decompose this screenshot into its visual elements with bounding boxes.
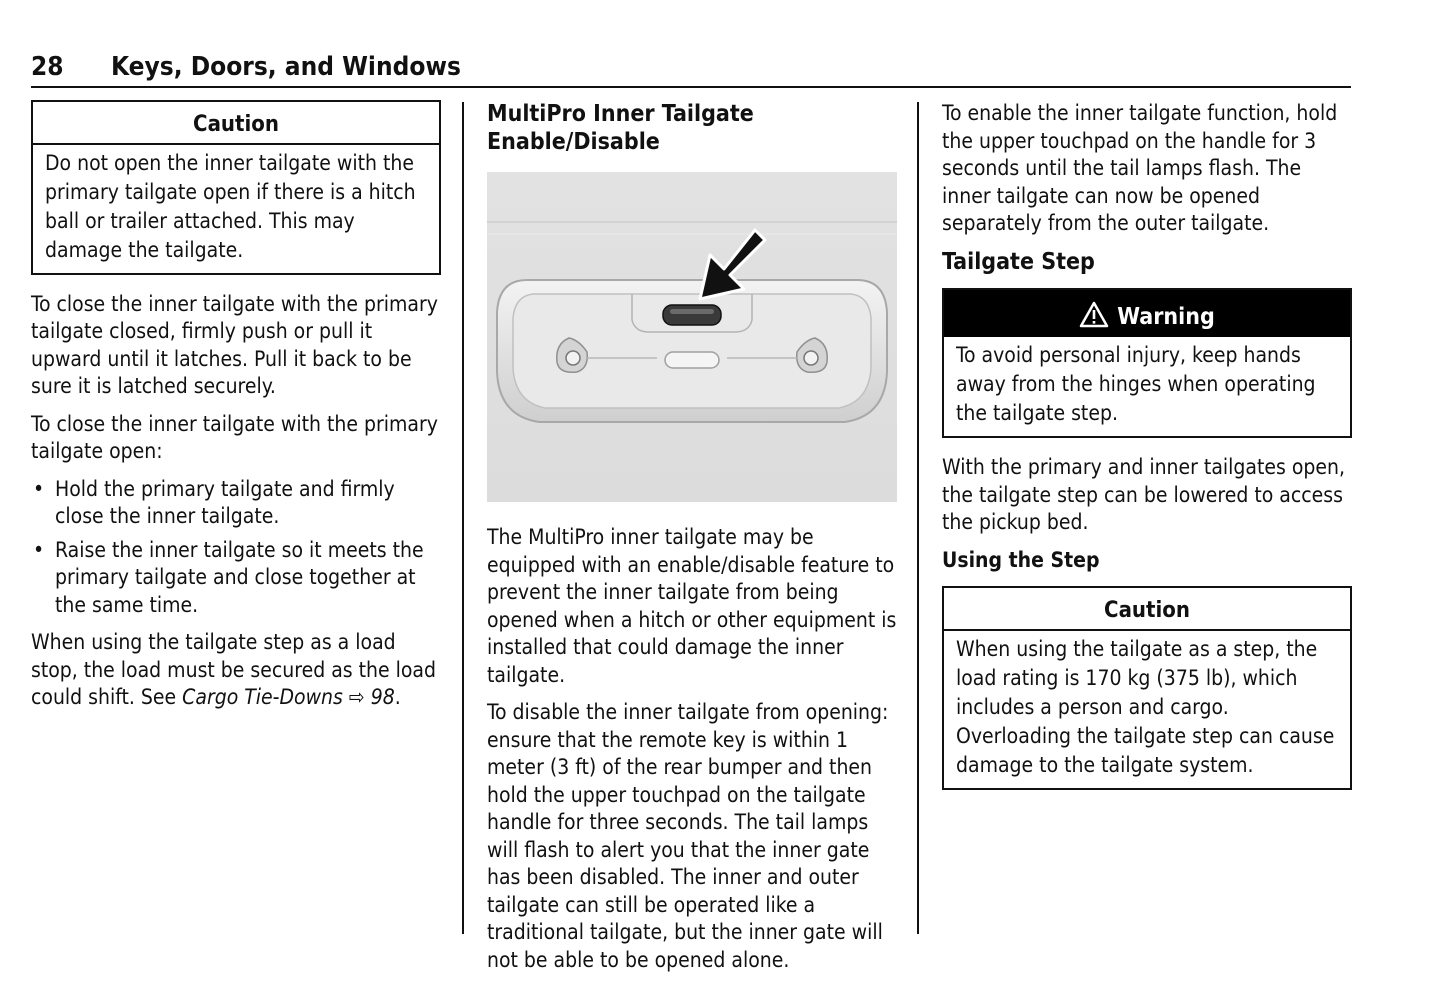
column-right <box>942 100 1352 806</box>
paragraph: To close the inner tailgate with the primary tailgate closed, firmly push or pull it upward until it latches. Pull it back to be sure it is latched securely. <box>31 291 438 398</box>
warning-title <box>944 290 1350 338</box>
paragraph: With the primary and inner tailgates open, the tailgate step can be lowered to access the pickup bed. <box>942 455 1346 534</box>
bullet-list <box>31 476 441 620</box>
bullet-icon: • <box>33 537 45 562</box>
section-heading: MultiPro Inner Tailgate Enable/Disable <box>487 101 754 155</box>
caution-box <box>31 100 441 275</box>
caution-title: Caution <box>33 102 439 145</box>
list-item-text: Hold the primary tailgate and firmly close the inner tailgate. <box>55 476 395 528</box>
caution-text: Do not open the inner tailgate with the primary tailgate open if there is a hitch ball or trailer attached. This may damage the tailgate. <box>45 150 416 262</box>
section-heading: Tailgate Step <box>942 248 1095 275</box>
caution-title: Caution <box>944 588 1350 631</box>
warning-text: To avoid personal injury, keep hands away from the hinges when operating the tailgate step. <box>956 343 1316 425</box>
column-middle <box>487 100 897 984</box>
caution-box <box>942 586 1352 790</box>
column-left <box>31 100 441 722</box>
paragraph: The MultiPro inner tailgate may be equipped with an enable/disable feature to prevent the inner tailgate from being opened when a hitch or other equipment is installed that could damage the inner tailgate. <box>487 525 897 687</box>
paragraph <box>31 629 441 712</box>
cross-reference-page[interactable]: 98 <box>370 685 395 709</box>
cross-reference-link[interactable]: Cargo Tie-Downs <box>182 685 343 709</box>
bullet-icon: • <box>33 476 45 501</box>
tailgate-handle-illustration <box>487 172 897 502</box>
paragraph-text: When using the tailgate step as a load stop, the load must be secured as the load could shift. See <box>31 630 436 709</box>
section-title: Keys, Doors, and Windows <box>111 52 461 82</box>
warning-triangle-icon <box>1079 301 1109 328</box>
page-number: 28 <box>31 52 64 82</box>
paragraph: To close the inner tailgate with the primary tailgate open: <box>31 411 438 463</box>
column-divider <box>462 102 464 934</box>
list-item <box>31 476 441 531</box>
warning-box <box>942 288 1352 439</box>
warning-title-text: Warning <box>1117 303 1215 330</box>
arrow-right-icon: ⇨ <box>348 685 365 709</box>
paragraph: To disable the inner tailgate from opening: ensure that the remote key is within 1 meter (3 ft) of the rear bumper and then hold the upper touchpad on the tailgate handle for three seconds. The tail lamps will flash to alert you that the inner gate has been disabled. The inner and outer tailgate can still be operated like a traditional tailgate, but the inner gate will not be able to be opened alone. <box>487 700 889 972</box>
period: . <box>394 685 401 709</box>
list-item-text: Raise the inner tailgate so it meets the primary tailgate and close together at the same time. <box>55 537 424 617</box>
page-header <box>31 50 1351 88</box>
caution-text: When using the tailgate as a step, the load rating is 170 kg (375 lb), which includes a person and cargo. Overloading the tailgate step can cause damage to the tailgate system. <box>956 636 1335 777</box>
subheading: Using the Step <box>942 547 1100 572</box>
column-divider <box>917 102 919 934</box>
list-item <box>31 537 441 620</box>
paragraph: To enable the inner tailgate function, hold the upper touchpad on the handle for 3 seconds until the tail lamps flash. The inner tailgate can now be opened separately from the outer tailgate. <box>942 101 1338 235</box>
